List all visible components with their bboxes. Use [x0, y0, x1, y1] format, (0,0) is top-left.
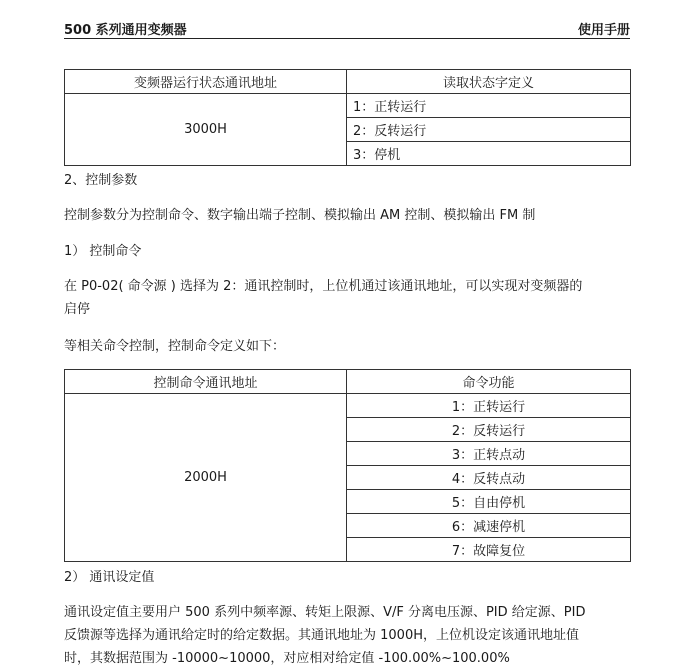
subsection-heading: 1） 控制命令 — [64, 244, 142, 259]
header-title: 500 系列通用变频器 — [64, 23, 187, 38]
command-value-cell: 5：自由停机 — [347, 490, 631, 514]
command-value-cell: 2：反转运行 — [347, 418, 631, 442]
status-value-cell: 2：反转运行 — [347, 118, 631, 142]
status-table-header-definition: 读取状态字定义 — [347, 70, 631, 94]
command-value-cell: 6：减速停机 — [347, 514, 631, 538]
command-address-table — [64, 369, 631, 562]
status-value-cell: 3：停机 — [347, 142, 631, 166]
command-value-cell: 1：正转运行 — [347, 394, 631, 418]
paragraph-line: 在 P0-02( 命令源 ) 选择为 2：通讯控制时，上位机通过该通讯地址，可以实现对变频器的 — [64, 279, 583, 294]
paragraph-line: 等相关命令控制，控制命令定义如下： — [64, 339, 286, 354]
paragraph-line: 时，其数据范围为 -10000~10000，对应相对给定值 -100.00%~100.00% — [64, 651, 510, 666]
command-address-cell: 2000H — [65, 394, 347, 562]
command-table-header-address: 控制命令通讯地址 — [65, 370, 347, 394]
section-intro-text: 控制参数分为控制命令、数字输出端子控制、模拟输出 AM 控制、模拟输出 FM 制 — [64, 208, 536, 223]
status-value-cell: 1：正转运行 — [347, 94, 631, 118]
paragraph-line: 通讯设定值主要用户 500 系列中频率源、转矩上限源、V/F 分离电压源、PID 给定源、PID — [64, 605, 586, 620]
subsection-heading: 2） 通讯设定值 — [64, 570, 155, 585]
status-address-table — [64, 69, 631, 166]
status-table-header-address: 变频器运行状态通讯地址 — [65, 70, 347, 94]
page-header — [64, 18, 630, 39]
paragraph-line: 反馈源等选择为通讯给定时的给定数据。其通讯地址为 1000H，上位机设定该通讯地址值 — [64, 628, 579, 643]
paragraph-line: 启停 — [64, 302, 91, 317]
section-heading: 2、控制参数 — [64, 173, 138, 188]
status-address-cell: 3000H — [65, 94, 347, 166]
command-value-cell: 7：故障复位 — [347, 538, 631, 562]
command-table-header-function: 命令功能 — [347, 370, 631, 394]
command-value-cell: 4：反转点动 — [347, 466, 631, 490]
header-manual-label: 使用手册 — [577, 23, 630, 38]
command-value-cell: 3：正转点动 — [347, 442, 631, 466]
